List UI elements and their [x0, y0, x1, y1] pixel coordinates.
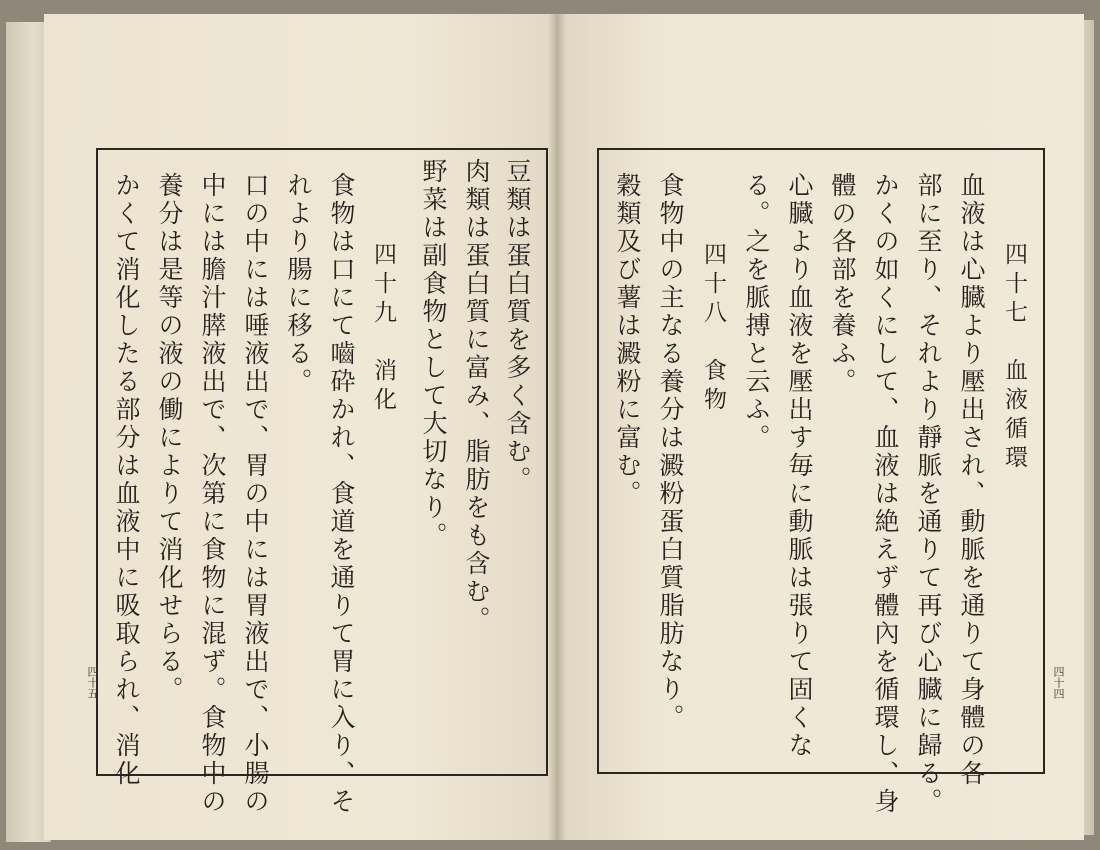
section-heading-48: 四十八 食物 [700, 242, 726, 416]
text-column: 體の各部を養ふ。 [828, 172, 857, 396]
page-number-right: 四十四 [1052, 666, 1065, 699]
text-column: かくの如くにして、血液は絶えず體內を循環し、身 [871, 172, 900, 816]
section-heading-49: 四十九 消化 [370, 242, 396, 416]
text-column: 穀類及び薯は澱粉に富む。 [613, 172, 642, 508]
text-column: 豆類は蛋白質を多く含む。 [503, 158, 532, 494]
text-column: れより腸に移る。 [284, 172, 313, 396]
text-column: 血液は心臓より壓出され、動脈を通りて身體の各 [957, 172, 986, 788]
text-column: 養分は是等の液の働によりて消化せらる。 [155, 172, 184, 704]
text-column: 部に至り、それより靜脈を通りて再び心臓に歸る。 [914, 172, 943, 816]
text-column: 口の中には唾液出で、胃の中には胃液出で、小腸の [241, 172, 270, 816]
text-column: 中には膽汁膵液出で、次第に食物に混ず。食物中の [198, 172, 227, 816]
text-column: かくて消化したる部分は血液中に吸取られ、消化 [112, 172, 141, 788]
text-column: 肉類は蛋白質に富み、脂肪をも含む。 [462, 158, 491, 634]
page-number-left: 四十五 [86, 666, 99, 699]
text-column: 食物中の主なる養分は澱粉蛋白質脂肪なり。 [656, 172, 685, 732]
text-column: 野菜は副食物として大切なり。 [419, 158, 448, 550]
text-column: 心臓より血液を壓出す毎に動脈は張りて固くな [785, 172, 814, 760]
book-gutter [548, 14, 566, 840]
text-column: 食物は口にて嚙砕かれ、食道を通りて胃に入り、そ [327, 172, 356, 816]
left-text-frame [96, 148, 548, 816]
right-text-frame [597, 148, 1045, 816]
section-heading-47: 四十七 血液循環 [1001, 242, 1027, 474]
text-column: る。之を脈搏と云ふ。 [742, 172, 771, 452]
